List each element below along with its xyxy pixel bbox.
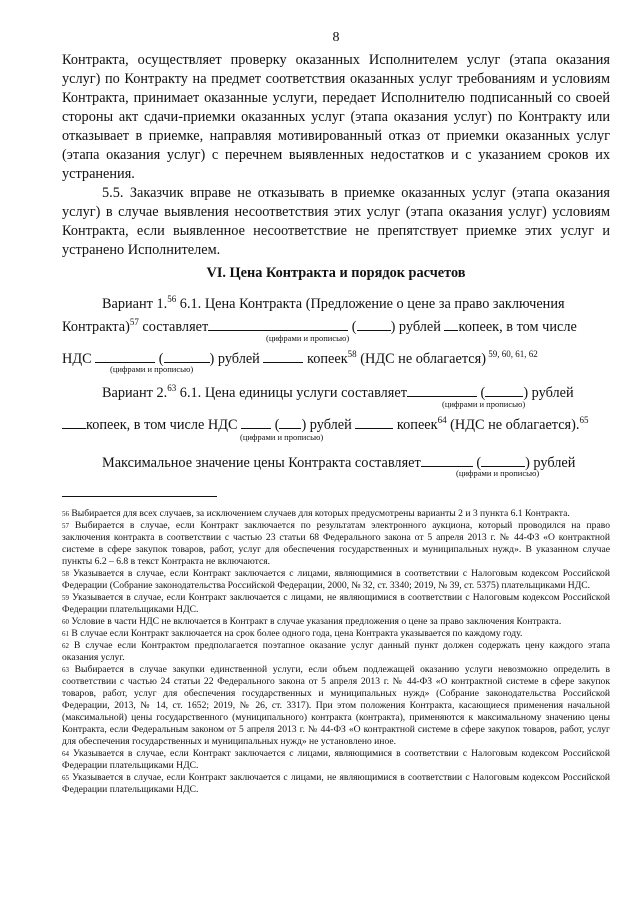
footnote-text: Указывается в случае, если Контракт заключается с лицами, не являющимися в соответствии с Налоговым кодексом Российской Федерации плательщиками НДС.: [62, 772, 610, 795]
footnote-text: Указывается в случае, если Контракт заключается с лицами, являющимися в соответствии с Налоговым кодексом Российской Федерации плательщиками НДС.: [62, 748, 610, 771]
footnote-text: Выбирается в случае закупки единственной услуги, если объем подлежащей оказанию услуги невозможно определить в соответствии с частью 24 статьи 22 Федерального закона от 5 апреля 2013 г. № 44-ФЗ «О контрактной системе в сфере закупок товаров, работ, услуг для обеспечения государственных и муниципальных нужд» (Собрание законодательства Российской Федерации, 2013, № 14, ст. 1652; 2019, № 26, ст. 3317). При этом положения Контракта, касающиеся применения начальной (максимальной) цены государственного (муниципального) контракта (контракта), применяются к максимальному значению цены Контракта, если Федеральным законом от 5 апреля 2013 г. № 44-ФЗ «О контрактной системе в сфере закупок товаров, работ, услуг для обеспечения государственных и муниципальных нужд» не установлено иное.: [62, 664, 610, 747]
footnote-62: [62, 640, 610, 664]
footnote-ref: 65: [579, 415, 589, 426]
footnote-refs: 59, 60, 61, 62: [485, 349, 538, 360]
footnote-text: Условие в части НДС не включается в Контракт в случае указания предложения о цене за право заключения Контракта.: [69, 616, 562, 627]
kopecks-label: копеек: [303, 351, 348, 367]
rubles-label: ) рублей: [301, 417, 356, 433]
vat-exempt-label: (НДС не облагается).: [446, 417, 580, 433]
footnote-number: 60: [62, 618, 69, 626]
footnote-number: 59: [62, 594, 69, 602]
unit-vat-label: копеек, в том числе НДС: [86, 417, 242, 433]
footnote-59: [62, 592, 610, 616]
footnote-text: Выбирается в случае, если Контракт заключается по результатам электронного аукциона, который проводился на право заключения контракта в соответствии с частью 23 статьи 68 Федерального закона от 5 апреля 2013 г. № 44-ФЗ «О контрактной системе в сфере закупок товаров, работ, услуг для обеспечения государственных и муниципальных нужд». В указанном случае пункты 6.2 – 6.8 в текст Контракта не включаются.: [62, 520, 610, 567]
max-price-words-blank[interactable]: [481, 452, 525, 467]
price-blank[interactable]: [208, 316, 348, 331]
caption-5: (цифрами и прописью): [456, 468, 540, 478]
unit-vat-blank[interactable]: [241, 414, 271, 429]
footnote-57: [62, 520, 610, 568]
rubles-label: ) рублей: [209, 351, 264, 367]
unit-vat-line: [62, 414, 588, 434]
footnote-text: В случае если Контрактом предполагается поэтапное оказание услуг данный пункт должен содержать цену каждого этапа оказания услуг.: [62, 640, 610, 663]
footnote-number: 57: [62, 522, 69, 530]
variant-1-label: Вариант 1.: [102, 296, 168, 312]
caption-3: (цифрами и прописью): [442, 399, 526, 409]
vat-words-blank[interactable]: [164, 348, 210, 363]
footnote-64: [62, 748, 610, 772]
footnote-61: [62, 628, 610, 640]
footnote-text: В случае если Контракт заключается на срок более одного года, цена Контракта указывается по каждому году.: [69, 628, 523, 639]
paren-open: (: [472, 455, 482, 471]
paren-open: (: [476, 385, 486, 401]
page-number: 8: [332, 30, 340, 45]
vat-kopecks-blank[interactable]: [263, 348, 303, 363]
variant-2-label: Вариант 2.: [102, 385, 168, 401]
kopecks-label: копеек: [393, 417, 438, 433]
footnote-number: 65: [62, 774, 69, 782]
footnote-60: [62, 616, 610, 628]
footnote-ref: 63: [167, 383, 177, 394]
body-text: [62, 51, 610, 260]
paragraph-5-5: 5.5. Заказчик вправе не отказывать в приемке оказанных услуг (этапа оказания услуг) в случае выявления несоответствия этих услуг (этапа оказания услуг) условиям Контракта, если выявленное несоответствие не препятствует приемке этих услуг и устранено Исполнителем.: [62, 185, 610, 258]
caption-2: (цифрами и прописью): [110, 364, 194, 374]
footnote-ref: 56: [167, 294, 177, 305]
unit-vat-kopecks-blank[interactable]: [355, 414, 393, 429]
footnote-number: 62: [62, 642, 69, 650]
footnote-58: [62, 568, 610, 592]
footnote-63: [62, 664, 610, 748]
footnote-text: Выбирается для всех случаев, за исключением случаев для которых предусмотрены варианты 2 и 3 пункта 6.1 Контракта.: [69, 508, 570, 519]
footnote-text: Указывается в случае, если Контракт заключается с лицами, не являющимися в соответствии с Налоговым кодексом Российской Федерации плательщиками НДС.: [62, 592, 610, 615]
paragraph-continuation: Контракта, осуществляет проверку оказанных Исполнителем услуг (этапа оказания услуг) по Контракту на предмет соответствия оказанных услуг требованиям и условиям Контракта, принимает оказанные услуги, передает Исполнителю подписанный со своей стороны акт сдачи-приемки оказанных услуг (этапа оказания услуг) по Контракту или отказывает в приемке, направляя мотивированный отказ от приемки оказанных услуг (этапа оказания услуг) с перечнем выявленных недостатков и с указанием сроков их устранения.: [62, 52, 610, 182]
footnote-ref: 57: [129, 317, 139, 328]
unit-vat-words-blank[interactable]: [279, 414, 301, 429]
section-heading: VI. Цена Контракта и порядок расчетов: [206, 265, 466, 281]
footnote-56: [62, 508, 610, 520]
caption-1: (цифрами и прописью): [266, 333, 350, 343]
footnotes: [62, 508, 610, 796]
footnote-text: Указывается в случае, если Контракт заключается с лицами, являющимися в соответствии с Налоговым кодексом Российской Федерации (Собрание законодательства Российской Федерации, 2000, № 32, ст. 3340; 2019, № 39, ст. 5375) плательщиками НДС.: [62, 568, 610, 591]
kopecks-blank[interactable]: [444, 316, 458, 331]
kopecks-label: копеек, в том числе: [458, 319, 577, 335]
paren-open: (: [271, 417, 280, 433]
rubles-label: ) рублей: [523, 385, 574, 401]
unit-price-label: 6.1. Цена единицы услуги составляет: [176, 385, 407, 401]
vat-blank[interactable]: [95, 348, 155, 363]
vat-exempt-label: (НДС не облагается): [356, 351, 486, 367]
unit-price-blank[interactable]: [407, 382, 477, 397]
caption-4: (цифрами и прописью): [240, 432, 324, 442]
max-price-blank[interactable]: [421, 452, 473, 467]
paren-open: (: [155, 351, 164, 367]
footnote-number: 56: [62, 510, 69, 518]
footnote-number: 63: [62, 666, 69, 674]
footnote-number: 64: [62, 750, 69, 758]
footnote-number: 58: [62, 570, 69, 578]
unit-kopecks-blank[interactable]: [62, 414, 86, 429]
max-price-label: Максимальное значение цены Контракта составляет: [102, 455, 421, 471]
vat-label: НДС: [62, 351, 96, 367]
footnote-ref: 58: [347, 349, 357, 360]
price-words-blank[interactable]: [357, 316, 391, 331]
unit-price-words-blank[interactable]: [485, 382, 523, 397]
footnote-65: [62, 772, 610, 796]
rubles-label: ) рублей: [525, 455, 576, 471]
footnote-ref: 64: [437, 415, 447, 426]
variant-1-line: [102, 296, 565, 313]
footnote-number: 61: [62, 630, 69, 638]
paren-open: (: [348, 319, 357, 335]
rubles-label: ) рублей: [390, 319, 445, 335]
footnote-divider: [62, 496, 217, 497]
variant-1-text: 6.1. Цена Контракта (Предложение о цене за право заключения: [176, 296, 565, 312]
price-label: составляет: [138, 319, 209, 335]
contract-label: Контракта): [62, 319, 130, 335]
